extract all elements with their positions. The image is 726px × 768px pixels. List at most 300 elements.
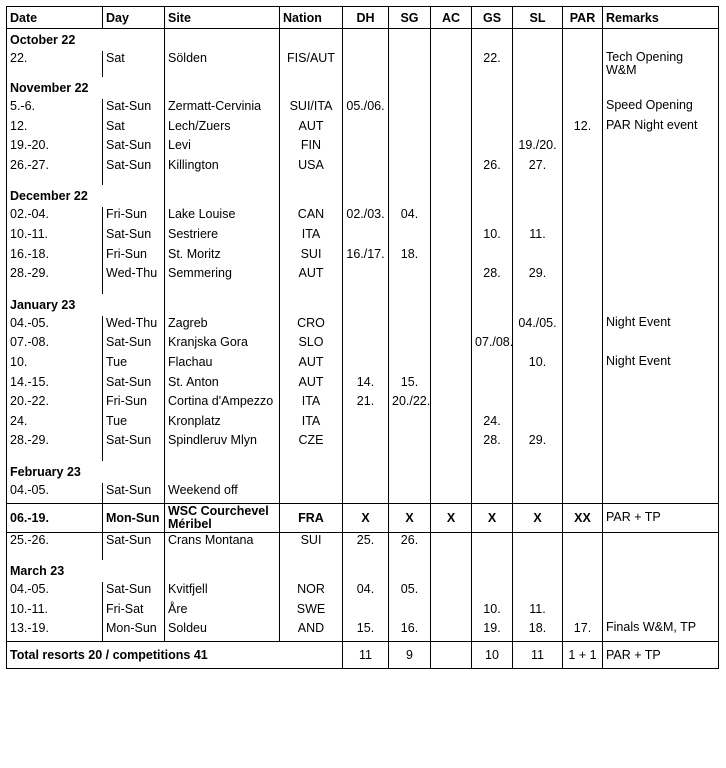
- cell-par: [563, 602, 603, 622]
- empty-cell: [165, 560, 280, 582]
- empty-cell: [103, 29, 165, 52]
- cell-site: Sölden: [165, 51, 280, 77]
- spacer-cell: [7, 177, 103, 185]
- empty-cell: [603, 461, 719, 483]
- spacer-row: [7, 552, 719, 560]
- spacer-cell: [472, 552, 513, 560]
- cell-par: [563, 532, 603, 552]
- cell-date: 13.-19.: [7, 621, 103, 641]
- empty-cell: [280, 560, 343, 582]
- cell-dh: 04.: [343, 582, 389, 602]
- cell-gs: [472, 99, 513, 119]
- cell-date: 06.-19.: [7, 503, 103, 532]
- cell-sl: 19./20.: [513, 138, 563, 158]
- month-label: January 23: [7, 294, 103, 316]
- cell-ac: [431, 602, 472, 622]
- cell-nation: SUI: [280, 532, 343, 552]
- cell-dh: 16./17.: [343, 247, 389, 267]
- cell-gs: 10.: [472, 602, 513, 622]
- empty-cell: [431, 77, 472, 99]
- cell-site: Lech/Zuers: [165, 119, 280, 139]
- empty-cell: [431, 461, 472, 483]
- cell-sl: 11.: [513, 227, 563, 247]
- cell-sl: [513, 414, 563, 434]
- cell-par: [563, 582, 603, 602]
- cell-nation: SUI: [280, 247, 343, 267]
- cell-day: Mon-Sun: [103, 621, 165, 641]
- cell-nation: SLO: [280, 335, 343, 355]
- cell-par: [563, 394, 603, 414]
- cell-dh: [343, 602, 389, 622]
- cell-day: Sat-Sun: [103, 227, 165, 247]
- empty-cell: [103, 185, 165, 207]
- spacer-cell: [343, 286, 389, 294]
- cell-sl: 29.: [513, 433, 563, 453]
- cell-site: St. Anton: [165, 375, 280, 395]
- table-row: [7, 602, 719, 622]
- cell-par: [563, 483, 603, 503]
- cell-sg: [389, 138, 431, 158]
- total-label: Total resorts 20 / competitions 41: [7, 641, 343, 668]
- empty-cell: [343, 29, 389, 52]
- table-row: [7, 582, 719, 602]
- cell-remarks: Speed Opening: [603, 99, 719, 119]
- empty-cell: [343, 294, 389, 316]
- month-label: February 23: [7, 461, 103, 483]
- cell-ac: [431, 266, 472, 286]
- spacer-cell: [431, 453, 472, 461]
- cell-nation: AND: [280, 621, 343, 641]
- cell-sl: 04./05.: [513, 316, 563, 336]
- empty-cell: [513, 294, 563, 316]
- cell-date: 10.: [7, 355, 103, 375]
- cell-site: Soldeu: [165, 621, 280, 641]
- cell-nation: ITA: [280, 414, 343, 434]
- cell-gs: [472, 207, 513, 227]
- table-row: [7, 138, 719, 158]
- cell-gs: 10.: [472, 227, 513, 247]
- empty-cell: [563, 560, 603, 582]
- cell-dh: 15.: [343, 621, 389, 641]
- cell-date: 28.-29.: [7, 433, 103, 453]
- col-header-day: Day: [103, 7, 165, 29]
- cell-gs: 28.: [472, 433, 513, 453]
- cell-dh: 25.: [343, 532, 389, 552]
- total-row: [7, 641, 719, 668]
- cell-day: Sat: [103, 51, 165, 77]
- spacer-cell: [513, 552, 563, 560]
- spacer-cell: [389, 286, 431, 294]
- cell-par: 17.: [563, 621, 603, 641]
- table-row: [7, 227, 719, 247]
- empty-cell: [603, 29, 719, 52]
- total-sg: 9: [389, 641, 431, 668]
- cell-remarks: PAR + TP: [603, 503, 719, 532]
- cell-sg: [389, 414, 431, 434]
- cell-par: [563, 414, 603, 434]
- month-row: [7, 294, 719, 316]
- cell-date: 10.-11.: [7, 227, 103, 247]
- cell-sl: [513, 394, 563, 414]
- spacer-cell: [343, 177, 389, 185]
- spacer-cell: [165, 552, 280, 560]
- table-row: [7, 394, 719, 414]
- cell-ac: [431, 119, 472, 139]
- cell-gs: [472, 532, 513, 552]
- cell-gs: [472, 582, 513, 602]
- cell-sl: [513, 247, 563, 267]
- empty-cell: [389, 185, 431, 207]
- cell-dh: [343, 355, 389, 375]
- cell-sl: [513, 51, 563, 77]
- table-row: [7, 99, 719, 119]
- cell-remarks: [603, 227, 719, 247]
- cell-site: Åre: [165, 602, 280, 622]
- spacer-cell: [603, 552, 719, 560]
- cell-nation: AUT: [280, 355, 343, 375]
- cell-remarks: [603, 483, 719, 503]
- col-header-gs: GS: [472, 7, 513, 29]
- cell-sl: [513, 335, 563, 355]
- month-row: [7, 185, 719, 207]
- cell-site: Semmering: [165, 266, 280, 286]
- cell-remarks: [603, 433, 719, 453]
- cell-date: 28.-29.: [7, 266, 103, 286]
- cell-nation: CRO: [280, 316, 343, 336]
- spacer-cell: [343, 552, 389, 560]
- spacer-cell: [280, 177, 343, 185]
- table-row: [7, 355, 719, 375]
- cell-nation: [280, 483, 343, 503]
- cell-remarks: [603, 414, 719, 434]
- cell-sl: [513, 483, 563, 503]
- spacer-cell: [389, 552, 431, 560]
- cell-sl: [513, 582, 563, 602]
- cell-day: Wed-Thu: [103, 266, 165, 286]
- cell-dh: [343, 433, 389, 453]
- spacer-cell: [103, 453, 165, 461]
- cell-sg: [389, 355, 431, 375]
- cell-ac: [431, 433, 472, 453]
- cell-sl: X: [513, 503, 563, 532]
- cell-site: Flachau: [165, 355, 280, 375]
- cell-dh: 05./06.: [343, 99, 389, 119]
- table-row: [7, 621, 719, 641]
- table-row: [7, 532, 719, 552]
- empty-cell: [563, 77, 603, 99]
- cell-date: 26.-27.: [7, 158, 103, 178]
- empty-cell: [343, 185, 389, 207]
- empty-cell: [563, 294, 603, 316]
- cell-dh: [343, 483, 389, 503]
- cell-sg: [389, 483, 431, 503]
- cell-par: [563, 99, 603, 119]
- cell-gs: [472, 394, 513, 414]
- spacer-cell: [431, 177, 472, 185]
- cell-remarks: Tech Opening W&M: [603, 51, 719, 77]
- empty-cell: [472, 29, 513, 52]
- cell-sl: [513, 119, 563, 139]
- empty-cell: [603, 185, 719, 207]
- cell-remarks: [603, 602, 719, 622]
- cell-remarks: Night Event: [603, 355, 719, 375]
- empty-cell: [343, 77, 389, 99]
- cell-remarks: [603, 138, 719, 158]
- empty-cell: [389, 29, 431, 52]
- cell-date: 19.-20.: [7, 138, 103, 158]
- spacer-cell: [389, 177, 431, 185]
- cell-ac: [431, 532, 472, 552]
- cell-date: 04.-05.: [7, 316, 103, 336]
- month-row: [7, 560, 719, 582]
- cell-sg: 16.: [389, 621, 431, 641]
- month-row: [7, 77, 719, 99]
- empty-cell: [513, 185, 563, 207]
- empty-cell: [513, 461, 563, 483]
- spacer-cell: [280, 453, 343, 461]
- empty-cell: [513, 29, 563, 52]
- cell-site: Sestriere: [165, 227, 280, 247]
- cell-site: Cortina d'Ampezzo: [165, 394, 280, 414]
- month-label: December 22: [7, 185, 103, 207]
- spacer-cell: [513, 177, 563, 185]
- cell-sg: [389, 433, 431, 453]
- empty-cell: [280, 185, 343, 207]
- col-header-remarks: Remarks: [603, 7, 719, 29]
- empty-cell: [563, 461, 603, 483]
- cell-gs: [472, 483, 513, 503]
- empty-cell: [280, 461, 343, 483]
- cell-date: 22.: [7, 51, 103, 77]
- spacer-cell: [103, 552, 165, 560]
- table-row: [7, 375, 719, 395]
- cell-sg: [389, 266, 431, 286]
- month-label: March 23: [7, 560, 103, 582]
- cell-gs: 07./08.: [472, 335, 513, 355]
- cell-dh: [343, 51, 389, 77]
- cell-remarks: [603, 247, 719, 267]
- cell-sg: [389, 316, 431, 336]
- cell-remarks: [603, 532, 719, 552]
- table-row: [7, 247, 719, 267]
- cell-par: [563, 375, 603, 395]
- spacer-cell: [472, 177, 513, 185]
- cell-ac: [431, 582, 472, 602]
- spacer-cell: [513, 453, 563, 461]
- cell-gs: 19.: [472, 621, 513, 641]
- table-row: [7, 51, 719, 77]
- cell-day: Fri-Sat: [103, 602, 165, 622]
- cell-ac: [431, 316, 472, 336]
- month-row: [7, 461, 719, 483]
- empty-cell: [472, 461, 513, 483]
- cell-par: XX: [563, 503, 603, 532]
- cell-sg: [389, 602, 431, 622]
- empty-cell: [389, 560, 431, 582]
- empty-cell: [280, 294, 343, 316]
- cell-date: 5.-6.: [7, 99, 103, 119]
- cell-sg: 15.: [389, 375, 431, 395]
- empty-cell: [103, 294, 165, 316]
- cell-dh: 02./03.: [343, 207, 389, 227]
- spacer-cell: [389, 453, 431, 461]
- cell-day: Sat-Sun: [103, 158, 165, 178]
- col-header-date: Date: [7, 7, 103, 29]
- spacer-cell: [563, 286, 603, 294]
- cell-nation: CAN: [280, 207, 343, 227]
- cell-site: Crans Montana: [165, 532, 280, 552]
- cell-date: 14.-15.: [7, 375, 103, 395]
- cell-date: 02.-04.: [7, 207, 103, 227]
- cell-sg: [389, 227, 431, 247]
- cell-nation: FRA: [280, 503, 343, 532]
- cell-day: Mon-Sun: [103, 503, 165, 532]
- empty-cell: [280, 29, 343, 52]
- cell-day: Sat-Sun: [103, 582, 165, 602]
- cell-gs: 28.: [472, 266, 513, 286]
- cell-day: Sat-Sun: [103, 335, 165, 355]
- cell-site: WSC Courchevel Méribel: [165, 503, 280, 532]
- spacer-row: [7, 453, 719, 461]
- cell-dh: [343, 316, 389, 336]
- cell-site: Kranjska Gora: [165, 335, 280, 355]
- cell-dh: [343, 335, 389, 355]
- empty-cell: [472, 185, 513, 207]
- col-header-sg: SG: [389, 7, 431, 29]
- cell-gs: 26.: [472, 158, 513, 178]
- cell-sl: 10.: [513, 355, 563, 375]
- cell-ac: X: [431, 503, 472, 532]
- table-row: [7, 266, 719, 286]
- cell-par: [563, 266, 603, 286]
- cell-sl: [513, 207, 563, 227]
- cell-gs: [472, 247, 513, 267]
- cell-par: [563, 335, 603, 355]
- cell-ac: [431, 227, 472, 247]
- table-row: [7, 335, 719, 355]
- spacer-cell: [7, 286, 103, 294]
- cell-site: Weekend off: [165, 483, 280, 503]
- month-label: October 22: [7, 29, 103, 52]
- spacer-cell: [472, 453, 513, 461]
- empty-cell: [472, 77, 513, 99]
- cell-nation: AUT: [280, 375, 343, 395]
- cell-day: Sat-Sun: [103, 532, 165, 552]
- empty-cell: [563, 29, 603, 52]
- cell-nation: ITA: [280, 394, 343, 414]
- cell-date: 12.: [7, 119, 103, 139]
- cell-date: 25.-26.: [7, 532, 103, 552]
- total-dh: 11: [343, 641, 389, 668]
- cell-gs: 24.: [472, 414, 513, 434]
- table-body: [7, 29, 719, 669]
- header-row: [7, 7, 719, 29]
- cell-par: [563, 227, 603, 247]
- cell-nation: USA: [280, 158, 343, 178]
- spacer-cell: [603, 453, 719, 461]
- month-row: [7, 29, 719, 52]
- cell-nation: FIN: [280, 138, 343, 158]
- cell-day: Fri-Sun: [103, 207, 165, 227]
- empty-cell: [563, 185, 603, 207]
- cell-par: [563, 207, 603, 227]
- cell-site: Levi: [165, 138, 280, 158]
- spacer-cell: [280, 286, 343, 294]
- cell-remarks: [603, 158, 719, 178]
- cell-day: Sat-Sun: [103, 433, 165, 453]
- spacer-cell: [7, 552, 103, 560]
- cell-ac: [431, 355, 472, 375]
- cell-sg: 18.: [389, 247, 431, 267]
- cell-date: 20.-22.: [7, 394, 103, 414]
- cell-day: Sat-Sun: [103, 375, 165, 395]
- cell-date: 16.-18.: [7, 247, 103, 267]
- cell-ac: [431, 99, 472, 119]
- spacer-row: [7, 286, 719, 294]
- cell-site: St. Moritz: [165, 247, 280, 267]
- cell-site: Zermatt-Cervinia: [165, 99, 280, 119]
- empty-cell: [603, 77, 719, 99]
- cell-par: [563, 355, 603, 375]
- cell-nation: NOR: [280, 582, 343, 602]
- spacer-cell: [343, 453, 389, 461]
- table-row: [7, 316, 719, 336]
- cell-sl: [513, 99, 563, 119]
- cell-date: 04.-05.: [7, 582, 103, 602]
- cell-dh: [343, 119, 389, 139]
- cell-day: Fri-Sun: [103, 394, 165, 414]
- spacer-cell: [472, 286, 513, 294]
- championship-row: [7, 503, 719, 532]
- race-calendar-table: [6, 6, 719, 669]
- cell-nation: AUT: [280, 119, 343, 139]
- empty-cell: [343, 560, 389, 582]
- empty-cell: [165, 461, 280, 483]
- spacer-cell: [165, 177, 280, 185]
- cell-gs: [472, 355, 513, 375]
- cell-gs: [472, 119, 513, 139]
- cell-nation: FIS/AUT: [280, 51, 343, 77]
- empty-cell: [343, 461, 389, 483]
- month-label: November 22: [7, 77, 103, 99]
- cell-ac: [431, 621, 472, 641]
- spacer-cell: [165, 286, 280, 294]
- cell-site: Lake Louise: [165, 207, 280, 227]
- table-row: [7, 433, 719, 453]
- cell-sg: [389, 51, 431, 77]
- cell-site: Spindleruv Mlyn: [165, 433, 280, 453]
- total-par: 1 + 1: [563, 641, 603, 668]
- spacer-cell: [165, 453, 280, 461]
- cell-day: Sat: [103, 119, 165, 139]
- empty-cell: [472, 560, 513, 582]
- cell-remarks: [603, 394, 719, 414]
- empty-cell: [165, 294, 280, 316]
- empty-cell: [431, 29, 472, 52]
- cell-day: Sat-Sun: [103, 99, 165, 119]
- cell-nation: AUT: [280, 266, 343, 286]
- cell-gs: [472, 138, 513, 158]
- cell-sg: [389, 158, 431, 178]
- cell-day: Fri-Sun: [103, 247, 165, 267]
- spacer-cell: [563, 552, 603, 560]
- cell-date: 10.-11.: [7, 602, 103, 622]
- empty-cell: [103, 77, 165, 99]
- empty-cell: [389, 294, 431, 316]
- cell-sl: 11.: [513, 602, 563, 622]
- spacer-cell: [103, 286, 165, 294]
- empty-cell: [472, 294, 513, 316]
